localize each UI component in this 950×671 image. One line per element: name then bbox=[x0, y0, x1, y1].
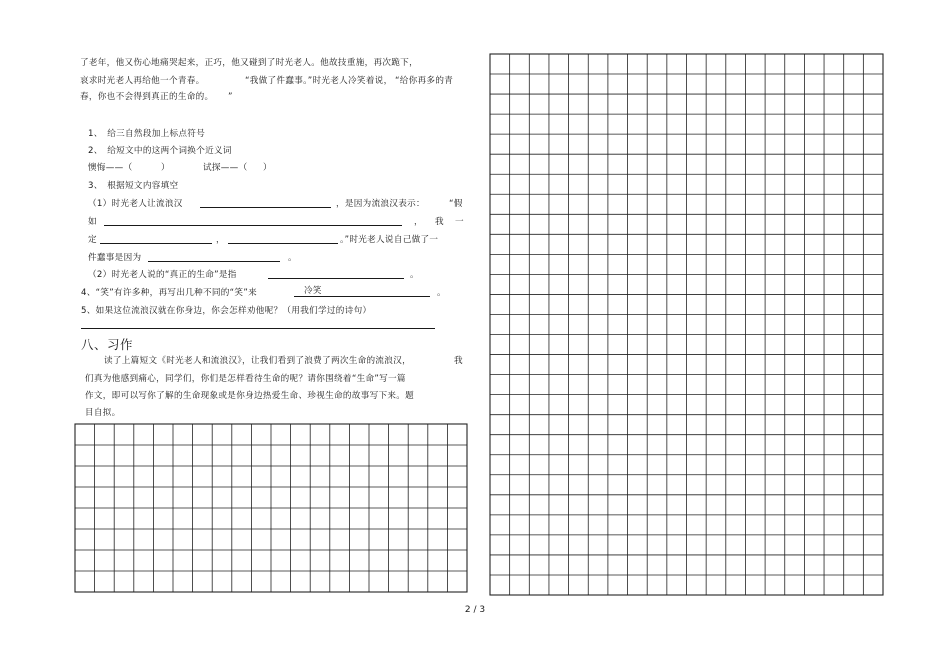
section-8-para-1a: 读了上篇短文《时光老人和流浪汉》，让我们看到了浪费了两次生命的流浪汉， bbox=[104, 356, 411, 366]
question-5: 5、如果这位流浪汉就在你身边，你会怎样劝他呢？（用我们学过的诗句） bbox=[81, 306, 372, 316]
q4-text-b: 。 bbox=[437, 288, 446, 298]
q3-4-text-a: 件蠢事是因为 bbox=[88, 253, 142, 263]
q3-5-text-a: （2）时光老人说的“真正的生命”是指 bbox=[88, 270, 237, 280]
q3-3-text-b: ， bbox=[216, 235, 225, 245]
passage-line-3: 春，你也不会得到真正的生命的。 bbox=[80, 92, 214, 102]
passage-line-2c: “给你再多的青 bbox=[395, 76, 454, 86]
passage-line-2b: “我做了件蠢事。”时光老人冷笑着说， bbox=[245, 76, 393, 86]
question-3: 3、 根据短文内容填空 bbox=[88, 181, 179, 191]
q2-word-a: 懊悔——（ bbox=[88, 163, 133, 173]
q3-4-text-b: 。 bbox=[288, 253, 297, 263]
q3-3-text-c: 。”时光老人说自己做了一 bbox=[340, 235, 439, 245]
page-number: 2 / 3 bbox=[464, 605, 486, 615]
passage-line-3b: ” bbox=[228, 92, 233, 102]
section-8-para-4: 目自拟。 bbox=[85, 408, 121, 418]
question-4: 4、“笑”有许多种，再写出几种不同的“笑”来 bbox=[81, 288, 257, 298]
passage-line-1: 了老年，他又伤心地痛哭起来，正巧，他又碰到了时光老人。他故技重施，再次跪下， bbox=[80, 58, 418, 68]
question-2: 2、 给短文中的这两个词换个近义词 bbox=[88, 146, 232, 156]
section-8-para-3: 作文，即可以写你了解的生命现象或是你身边热爱生命、珍视生命的故事写下来。题 bbox=[85, 391, 415, 401]
q3-3-text-a: 定 bbox=[88, 235, 97, 245]
q3-2-text-b: ， bbox=[414, 217, 423, 227]
passage-line-2a: 哀求时光老人再给他一个青春。 bbox=[80, 76, 205, 86]
q3-2-text-d: 一 bbox=[455, 217, 464, 227]
q3-2-text-a: 如 bbox=[88, 217, 97, 227]
q2-word-b-close: ） bbox=[263, 163, 272, 173]
q4-fill-text: 冷笑 bbox=[304, 286, 322, 296]
writing-grid-right[interactable] bbox=[490, 54, 883, 595]
q3-1-text-a: （1）时光老人让流浪汉 bbox=[88, 199, 183, 209]
q3-1-text-b: ，是因为流浪汉表示： bbox=[336, 199, 425, 209]
section-8-title: 八、习作 bbox=[81, 337, 134, 352]
question-1: 1、 给三自然段加上标点符号 bbox=[88, 129, 206, 139]
q3-2-text-c: 我 bbox=[435, 217, 444, 227]
section-8-para-1b: 我 bbox=[454, 356, 463, 366]
q2-word-b: 试探——（ bbox=[203, 163, 248, 173]
q3-1-text-c: “假 bbox=[449, 199, 463, 209]
section-8-para-2: 们真为他感到痛心，同学们，你们是怎样看待生命的呢？请你围绕着“生命”写一篇 bbox=[85, 374, 406, 384]
q2-word-a-close: ） bbox=[161, 163, 170, 173]
q3-5-text-b: 。 bbox=[410, 270, 419, 280]
writing-grid-left[interactable] bbox=[75, 424, 467, 592]
